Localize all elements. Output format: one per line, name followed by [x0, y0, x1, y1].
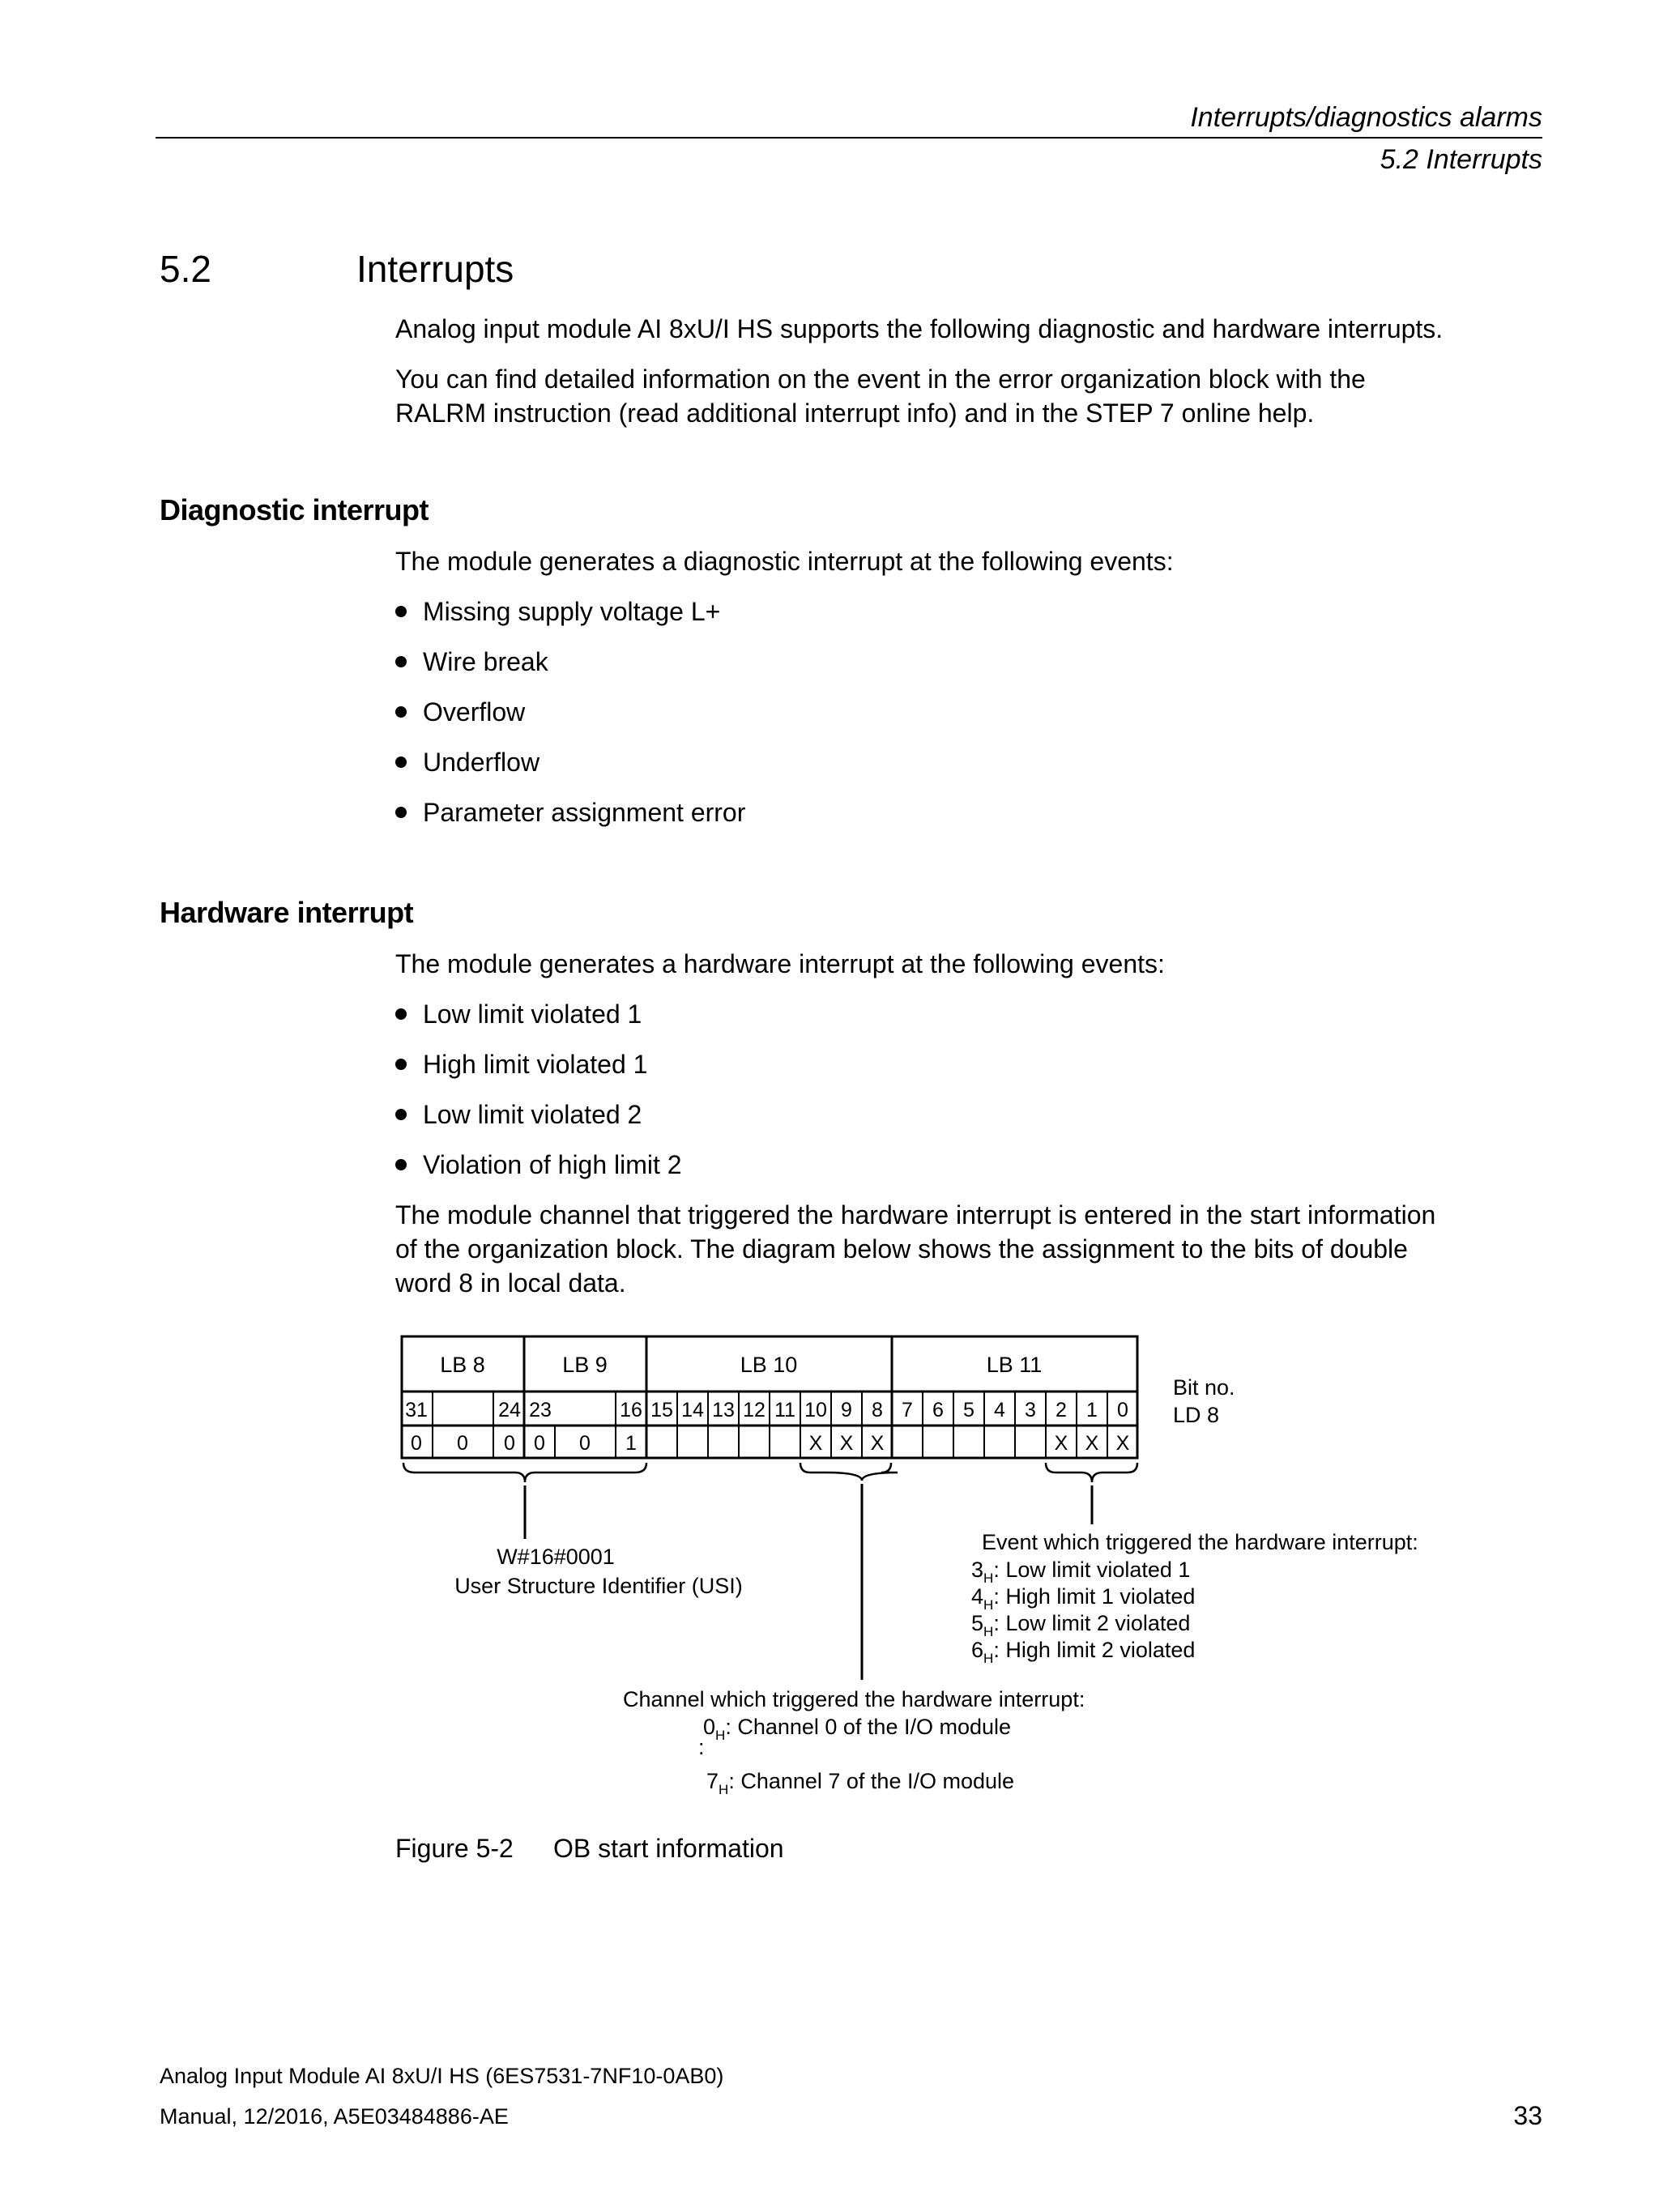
bit-number: 14 [681, 1399, 704, 1421]
hardware-paragraph-line-3: word 8 in local data. [395, 1268, 626, 1298]
usi-brace [403, 1463, 646, 1482]
intro-paragraph-1: Analog input module AI 8xU/I HS supports the following diagnostic and hardware interrupts. [395, 314, 1444, 343]
bit-number: 3 [1025, 1399, 1036, 1421]
usi-label: User Structure Identifier (USI) [454, 1574, 743, 1598]
hardware-list-item: Violation of high limit 2 [395, 1148, 682, 1183]
event-item: $4_H$: High limit 1 violated [971, 1584, 1196, 1613]
bit-value: 0 [579, 1432, 591, 1455]
channel-brace [800, 1463, 898, 1481]
byte-label-lb9: LB 9 [562, 1353, 608, 1377]
diagnostic-intro: The module generates a diagnostic interrupt at the following events: [395, 547, 1174, 576]
figure-label: Figure 5-2 [395, 1834, 514, 1863]
hardware-interrupt-heading: Hardware interrupt [160, 896, 414, 929]
footer-manual: Manual, 12/2016, A5E03484886-AE [160, 2104, 509, 2129]
section-title: Interrupts [356, 248, 514, 290]
bit-no-label: Bit no. [1173, 1375, 1235, 1400]
bit-number: 6 [932, 1399, 944, 1421]
bit-number: 0 [1117, 1399, 1128, 1421]
hardware-list-item: High limit violated 1 [395, 1047, 647, 1082]
byte-label-lb8: LB 8 [440, 1353, 485, 1377]
ld8-label: LD 8 [1173, 1403, 1220, 1427]
hardware-list-item: Low limit violated 1 [395, 997, 642, 1032]
bit-number: 8 [872, 1399, 883, 1421]
running-header-section: 5.2 Interrupts [1380, 144, 1542, 175]
channel-ellipsis: : [698, 1735, 705, 1759]
bit-value: X [808, 1432, 823, 1455]
bit-value: X [839, 1432, 854, 1455]
bit-number: 16 [620, 1399, 642, 1421]
section-number: 5.2 [160, 248, 211, 290]
intro-paragraph-2-line-2: RALRM instruction (read additional interrupt info) and in the STEP 7 online help. [395, 399, 1315, 428]
event-item: $5_H$: Low limit 2 violated [971, 1611, 1191, 1639]
diagnostic-list-item: Wire break [395, 645, 548, 680]
diagnostic-interrupt-heading: Diagnostic interrupt [160, 493, 429, 526]
bit-number: 11 [774, 1399, 795, 1421]
diagnostic-list-item: Underflow [395, 745, 539, 780]
bit-value: 1 [625, 1432, 637, 1455]
channel-title: Channel which triggered the hardware interrupt: [623, 1687, 1085, 1711]
bit-value: 0 [534, 1432, 545, 1455]
page-number: 33 [1513, 2101, 1542, 2130]
bit-number: 15 [650, 1399, 673, 1421]
figure-caption: OB start information [553, 1834, 784, 1863]
event-brace [1046, 1463, 1137, 1482]
bit-number: 13 [712, 1399, 735, 1421]
hardware-paragraph-line-1: The module channel that triggered the hardware interrupt is entered in the start information [395, 1200, 1436, 1230]
bit-value: X [870, 1432, 885, 1455]
diagnostic-list-item: Overflow [395, 695, 525, 730]
footer-product: Analog Input Module AI 8xU/I HS (6ES7531-7NF10-0AB0) [160, 2064, 724, 2088]
channel-last: $7_H$: Channel 7 of the I/O module [706, 1769, 1015, 1797]
diagnostic-list-item: Missing supply voltage L+ [395, 595, 720, 629]
bit-number: 7 [902, 1399, 913, 1421]
event-item: $6_H$: High limit 2 violated [971, 1638, 1196, 1666]
bit-value: 0 [411, 1432, 422, 1455]
bit-number: 5 [963, 1399, 975, 1421]
event-item: $3_H$: Low limit violated 1 [971, 1558, 1191, 1586]
bit-number: 31 [405, 1399, 428, 1421]
running-header-chapter: Interrupts/diagnostics alarms [1190, 102, 1542, 133]
bit-number: 2 [1056, 1399, 1067, 1421]
bit-value: 0 [504, 1432, 515, 1455]
usi-value: W#16#0001 [497, 1545, 615, 1569]
bit-number: 23 [529, 1399, 552, 1421]
channel-first: $0_H$: Channel 0 of the I/O module [703, 1715, 1012, 1743]
bit-value: X [1085, 1432, 1099, 1455]
bit-value: X [1115, 1432, 1130, 1455]
hardware-list-item: Low limit violated 2 [395, 1097, 642, 1132]
bit-value: X [1054, 1432, 1068, 1455]
byte-label-lb10: LB 10 [740, 1353, 798, 1377]
diagnostic-list-item: Parameter assignment error [395, 795, 745, 830]
bit-number: 24 [498, 1399, 521, 1421]
bit-number: 1 [1086, 1399, 1098, 1421]
bit-number: 4 [994, 1399, 1005, 1421]
bit-number: 10 [804, 1399, 827, 1421]
hardware-paragraph-line-2: of the organization block. The diagram below shows the assignment to the bits of double [395, 1234, 1408, 1264]
bit-number: 9 [841, 1399, 852, 1421]
bit-value: 0 [457, 1432, 468, 1455]
bit-number: 12 [743, 1399, 766, 1421]
hardware-intro: The module generates a hardware interrupt at the following events: [395, 949, 1165, 978]
event-title: Event which triggered the hardware interrupt: [982, 1530, 1418, 1554]
byte-label-lb11: LB 11 [986, 1353, 1043, 1377]
intro-paragraph-2-line-1: You can find detailed information on the event in the error organization block with the [395, 364, 1366, 394]
